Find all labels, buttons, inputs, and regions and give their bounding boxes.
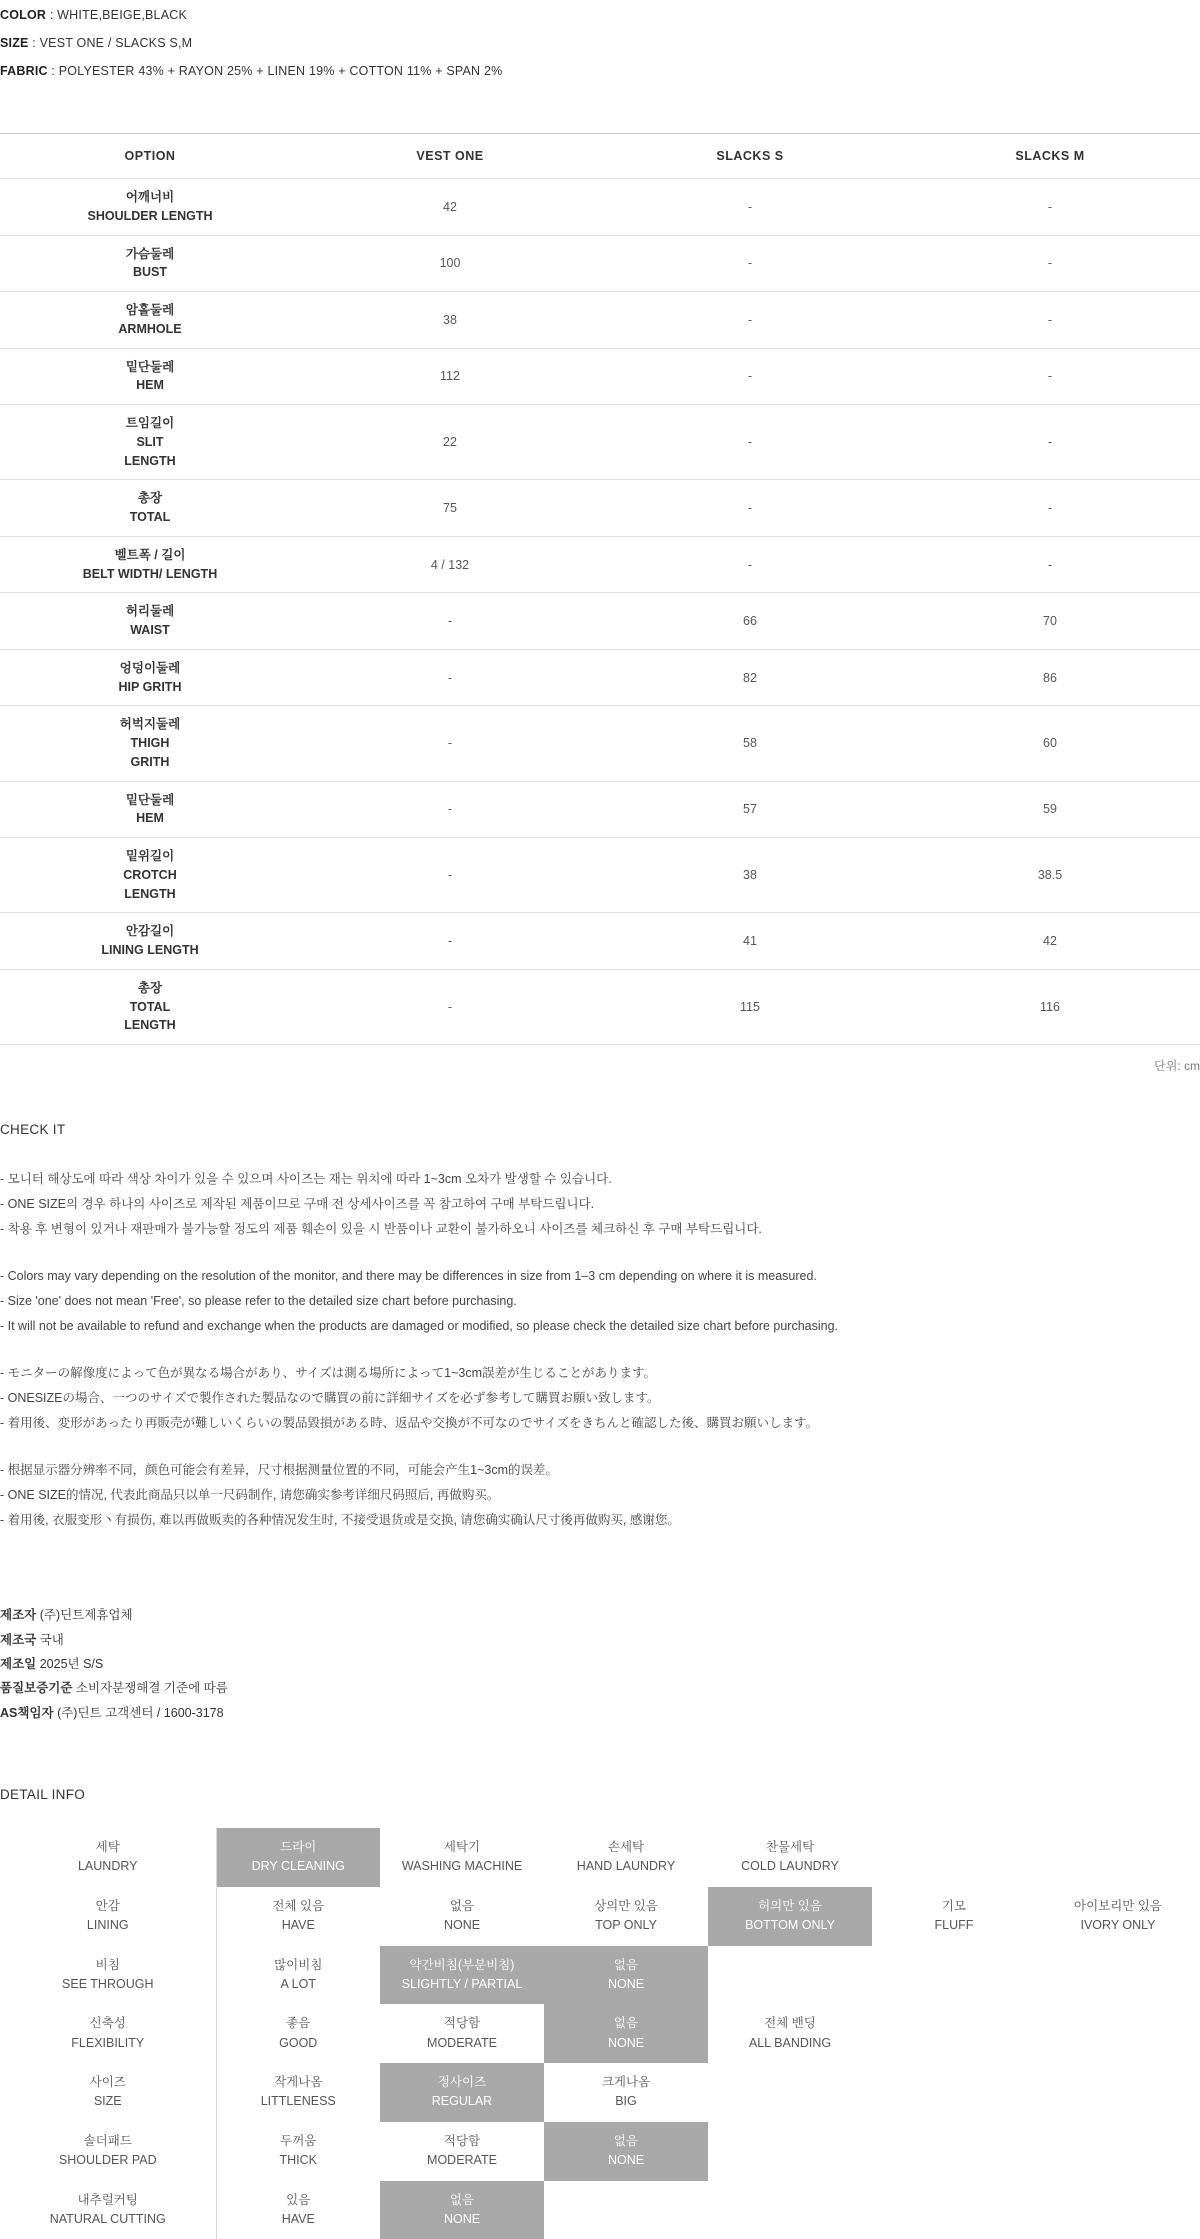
detail-info-cell[interactable] [544,2063,708,2122]
size-table-row [0,706,1200,781]
detail-info-cell-empty [708,2181,872,2239]
detail-cell-ko: 전체 있음 [219,1897,379,1916]
size-table-col-header: VEST ONE [300,134,600,179]
detail-info-row-label [0,1946,216,2005]
size-row-label [0,706,300,781]
detail-cell-en: IVORY ONLY [1038,1916,1198,1935]
detail-info-cell[interactable] [380,2122,544,2181]
detail-cell-en: NONE [546,2151,706,2170]
detail-cell-ko: 기모 [874,1897,1034,1916]
maker-info-value: (주)딘트 고객센터 / 1600-3178 [54,1706,224,1720]
size-table-cell: - [900,536,1200,593]
detail-info-cell-empty [1036,2122,1200,2181]
size-table-cell: 75 [300,480,600,537]
detail-info-row [0,2063,1200,2122]
check-it-title: CHECK IT [0,1122,1200,1137]
size-row-label-ko: 밑단둘레 [4,358,296,377]
size-row-label [0,405,300,480]
size-row-label-en: ARMHOLE [4,320,296,339]
detail-cell-en: BOTTOM ONLY [710,1916,870,1935]
detail-cell-en: WASHING MACHINE [382,1857,542,1876]
size-table-col-header: SLACKS S [600,134,900,179]
size-table-col-header: SLACKS M [900,134,1200,179]
size-row-label-ko: 안감길이 [4,922,296,941]
detail-info-row [0,2122,1200,2181]
detail-info-row [0,2004,1200,2063]
detail-info-row [0,1828,1200,1887]
detail-cell-ko: 없음 [546,2014,706,2033]
size-row-label-en: WAIST [4,621,296,640]
size-row-label-en: TOTAL [4,998,296,1017]
size-row-label [0,179,300,236]
detail-label-ko: 신축성 [2,2014,214,2033]
detail-info-row-label [0,1828,216,1887]
detail-cell-ko: 허의만 있음 [710,1897,870,1916]
spec-color-value: : WHITE,BEIGE,BLACK [50,8,187,22]
check-it-notes [0,1167,1200,1533]
detail-info-cell-empty [872,2181,1036,2239]
detail-cell-en: COLD LAUNDRY [710,1857,870,1876]
size-row-label-en: HEM [4,376,296,395]
detail-label-en: SHOULDER PAD [2,2151,214,2170]
detail-info-cell-empty [1036,2063,1200,2122]
size-table-cell: 86 [900,649,1200,706]
detail-info-cell[interactable] [544,1828,708,1887]
detail-info-cell[interactable] [216,2122,380,2181]
detail-label-ko: 내추럴커팅 [2,2191,214,2210]
size-table-body [0,179,1200,1045]
size-table-cell: - [900,480,1200,537]
size-row-label [0,480,300,537]
size-table-row [0,838,1200,913]
size-row-label-ko: 허벅지둘레 [4,715,296,734]
maker-info-line [0,1652,1200,1676]
detail-info-table [0,1828,1200,2239]
size-table-head [0,134,1200,179]
note-group [0,1361,1200,1436]
detail-info-row [0,1887,1200,1946]
detail-info-title: DETAIL INFO [0,1787,1200,1802]
detail-info-cell[interactable] [216,2063,380,2122]
detail-cell-ko: 좋음 [219,2014,379,2033]
size-table-cell: 70 [900,593,1200,650]
note-group [0,1264,1200,1339]
spec-fabric-value: : POLYESTER 43% + RAYON 25% + LINEN 19% + COTTON 11% + SPAN 2% [51,64,502,78]
size-row-label-en: LENGTH [4,1016,296,1035]
size-table-cell: 42 [900,913,1200,970]
detail-info-cell-empty [1036,2004,1200,2063]
detail-info-cell[interactable] [216,2004,380,2063]
maker-info-key: 품질보증기준 [0,1681,72,1695]
note-line: - ONE SIZE的情况, 代表此商品只以单一尺码制作, 请您确实参考详细尺码照后, 再做购买。 [0,1483,1200,1508]
detail-label-en: SEE THROUGH [2,1975,214,1994]
size-row-label [0,838,300,913]
detail-cell-en: FLUFF [874,1916,1034,1935]
size-table-row [0,536,1200,593]
maker-info-key: 제조자 [0,1608,36,1622]
detail-info-cell-empty [1036,2181,1200,2239]
detail-info-row-label [0,1887,216,1946]
size-table-cell: 38 [600,838,900,913]
size-table-cell: - [900,405,1200,480]
size-table-row [0,348,1200,405]
detail-label-en: FLEXIBILITY [2,2034,214,2053]
detail-info-row-label [0,2004,216,2063]
detail-info-row [0,1946,1200,2005]
detail-cell-ko: 작게나옴 [219,2073,379,2092]
size-row-label [0,292,300,349]
size-row-label-ko: 가슴둘레 [4,245,296,264]
detail-cell-ko: 약간비침(부분비침) [382,1956,542,1975]
detail-label-ko: 세탁 [2,1838,214,1857]
detail-info-section [0,1787,1200,2239]
size-table-cell: 41 [600,913,900,970]
size-table-row [0,593,1200,650]
detail-info-row [0,2181,1200,2239]
size-row-label [0,969,300,1044]
size-row-label-en: TOTAL [4,508,296,527]
detail-cell-ko: 전체 밴딩 [710,2014,870,2033]
detail-cell-en: NONE [382,2210,542,2229]
size-table-cell: 116 [900,969,1200,1044]
detail-cell-en: BIG [546,2092,706,2111]
note-line: - 根据显示器分辨率不同，颜色可能会有差异，尺寸根据测量位置的不同，可能会产生1~3cm的误差。 [0,1458,1200,1483]
maker-info-key: AS책임자 [0,1706,54,1720]
detail-cell-en: HAVE [219,1916,379,1935]
detail-info-cell[interactable] [872,1887,1036,1946]
detail-info-cell[interactable] [216,2181,380,2239]
size-row-label [0,348,300,405]
size-table-cell: - [300,706,600,781]
maker-info-value: 2025년 S/S [36,1657,103,1671]
note-line: - 모니터 해상도에 따라 색상 차이가 있을 수 있으며 사이즈는 재는 위치에 따라 1~3cm 오차가 발생할 수 있습니다. [0,1167,1200,1192]
detail-label-ko: 안감 [2,1897,214,1916]
detail-info-row-label [0,2122,216,2181]
detail-cell-en: TOP ONLY [546,1916,706,1935]
detail-cell-ko: 없음 [382,2191,542,2210]
detail-info-cell-selected[interactable] [380,2181,544,2239]
size-chart [0,133,1200,1074]
detail-info-cell-selected[interactable] [544,1946,708,2005]
detail-cell-ko: 많이비침 [219,1956,379,1975]
detail-info-cell[interactable] [380,2004,544,2063]
detail-cell-ko: 있음 [219,2191,379,2210]
size-table-col-header: OPTION [0,134,300,179]
note-line: - Colors may vary depending on the resolution of the monitor, and there may be differences in size from 1–3 cm depending on where it is measured. [0,1264,1200,1289]
detail-cell-en: MODERATE [382,2034,542,2053]
detail-cell-en: HAVE [219,2210,379,2229]
detail-cell-ko: 크게나옴 [546,2073,706,2092]
maker-info-key: 제조국 [0,1633,36,1647]
note-line: - 착용 후 변형이 있거나 재판매가 불가능할 정도의 제품 훼손이 있을 시 반품이나 교환이 불가하오니 사이즈를 체크하신 후 구매 부탁드립니다. [0,1217,1200,1242]
size-row-label-en: GRITH [4,753,296,772]
size-row-label [0,913,300,970]
size-table-cell: - [300,781,600,838]
detail-info-cell[interactable] [708,2004,872,2063]
detail-info-cell-empty [872,2004,1036,2063]
size-table-cell: 58 [600,706,900,781]
size-table-cell: - [900,179,1200,236]
detail-cell-ko: 적당함 [382,2014,542,2033]
detail-info-cell-selected[interactable] [380,1946,544,2005]
note-line: - ONE SIZE의 경우 하나의 사이즈로 제작된 제품이므로 구매 전 상세사이즈를 꼭 참고하여 구매 부탁드립니다. [0,1192,1200,1217]
size-row-label [0,781,300,838]
detail-cell-en: ALL BANDING [710,2034,870,2053]
size-table-cell: 115 [600,969,900,1044]
detail-info-cell[interactable] [544,1887,708,1946]
detail-info-cell-empty [872,2063,1036,2122]
detail-info-cell-selected[interactable] [380,2063,544,2122]
size-table-row [0,235,1200,292]
size-table-cell: - [900,348,1200,405]
maker-info-key: 제조일 [0,1657,36,1671]
detail-cell-en: THICK [219,2151,379,2170]
detail-info-cell-empty [872,1946,1036,2005]
size-table-cell: - [300,593,600,650]
size-row-label [0,536,300,593]
detail-label-ko: 솔더패드 [2,2132,214,2151]
detail-cell-en: REGULAR [382,2092,542,2111]
detail-cell-ko: 찬물세탁 [710,1838,870,1857]
spec-fabric-key: FABRIC [0,64,48,78]
size-table-cell: 22 [300,405,600,480]
size-table-cell: - [300,649,600,706]
maker-info-value: (주)딘트제휴업체 [36,1608,132,1622]
detail-label-en: SIZE [2,2092,214,2111]
detail-info-cell-empty [708,2122,872,2181]
detail-info-row-label [0,2063,216,2122]
size-row-label-ko: 엉덩이둘레 [4,659,296,678]
detail-info-cell-empty [872,1828,1036,1887]
size-table-cell: - [600,405,900,480]
spec-fabric-line [0,64,1200,78]
size-row-label [0,593,300,650]
size-row-label-en: BUST [4,263,296,282]
detail-info-cell-empty [1036,1828,1200,1887]
maker-info-line [0,1676,1200,1700]
detail-info-cell-empty [1036,1946,1200,2005]
detail-cell-ko: 아이보리만 있음 [1038,1897,1198,1916]
size-table-cell: 42 [300,179,600,236]
note-line: - 着用後, 衣服变形丶有损伤, 难以再做贩卖的各种情况发生时, 不接受退货或是交换, 请您确实确认尺寸後再做购买, 感谢您。 [0,1508,1200,1533]
detail-info-cell-selected[interactable] [708,1887,872,1946]
size-table-cell: 4 / 132 [300,536,600,593]
detail-info-cell[interactable] [1036,1887,1200,1946]
detail-info-cell-empty [544,2181,708,2239]
note-line: - 着用後、変形があったり再販売が難しいくらいの製品毀損がある時、返品や交換が不可なのでサイズをきちんと確認した後、購買お願いします。 [0,1411,1200,1436]
size-row-label-ko: 총장 [4,979,296,998]
size-table-row [0,405,1200,480]
size-row-label-en: THIGH [4,734,296,753]
detail-cell-en: HAND LAUNDRY [546,1857,706,1876]
note-group [0,1458,1200,1533]
spec-size-key: SIZE [0,36,29,50]
detail-info-row-label [0,2181,216,2239]
detail-cell-en: A LOT [219,1975,379,1994]
detail-info-cell-empty [708,2063,872,2122]
size-row-label-en: BELT WIDTH/ LENGTH [4,565,296,584]
size-table [0,133,1200,1045]
size-table-cell: - [300,969,600,1044]
size-table-cell: - [300,913,600,970]
size-row-label-ko: 벨트폭 / 길이 [4,546,296,565]
size-table-cell: 100 [300,235,600,292]
detail-info-cell[interactable] [380,1887,544,1946]
detail-info-cell-selected[interactable] [216,1828,380,1887]
size-table-cell: - [300,838,600,913]
detail-label-ko: 사이즈 [2,2073,214,2092]
detail-info-cell-empty [872,2122,1036,2181]
size-table-row [0,480,1200,537]
maker-info [0,1603,1200,1725]
spec-size-line [0,36,1200,50]
maker-info-value: 국내 [36,1633,64,1647]
size-row-label-ko: 밑단둘레 [4,791,296,810]
size-table-cell: - [600,536,900,593]
detail-cell-en: MODERATE [382,2151,542,2170]
detail-cell-ko: 드라이 [219,1838,379,1857]
detail-cell-ko: 없음 [382,1897,542,1916]
detail-cell-ko: 상의만 있음 [546,1897,706,1916]
size-table-cell: - [600,480,900,537]
size-table-cell: - [900,292,1200,349]
detail-cell-en: NONE [546,1975,706,1994]
size-row-label-en: SHOULDER LENGTH [4,207,296,226]
detail-cell-ko: 손세탁 [546,1838,706,1857]
spec-color-line [0,8,1200,22]
size-row-label-en: LENGTH [4,885,296,904]
detail-info-cell[interactable] [708,1828,872,1887]
size-row-label [0,235,300,292]
detail-info-cell-selected[interactable] [544,2004,708,2063]
size-table-cell: - [600,179,900,236]
size-row-label-ko: 어깨너비 [4,188,296,207]
maker-info-line [0,1603,1200,1627]
detail-cell-en: GOOD [219,2034,379,2053]
detail-cell-ko: 세탁기 [382,1838,542,1857]
spec-color-key: COLOR [0,8,46,22]
detail-label-en: LINING [2,1916,214,1935]
detail-cell-ko: 적당함 [382,2132,542,2151]
size-row-label-en: CROTCH [4,866,296,885]
note-line: - It will not be available to refund and exchange when the products are damaged or modified, so please check the detailed size chart before purchasing. [0,1314,1200,1339]
check-it-section [0,1122,1200,1533]
detail-cell-en: LITTLENESS [219,2092,379,2111]
size-table-row [0,179,1200,236]
maker-info-line [0,1628,1200,1652]
size-table-cell: - [900,235,1200,292]
size-table-cell: 57 [600,781,900,838]
detail-info-cell-empty [708,1946,872,2005]
size-table-cell: - [600,292,900,349]
size-table-cell: - [600,348,900,405]
detail-cell-en: DRY CLEANING [219,1857,379,1876]
size-table-cell: 38 [300,292,600,349]
detail-cell-en: SLIGHTLY / PARTIAL [382,1975,542,1994]
spec-size-value: : VEST ONE / SLACKS S,M [32,36,192,50]
size-row-label-ko: 허리둘레 [4,602,296,621]
note-line: - Size 'one' does not mean 'Free', so please refer to the detailed size chart before purchasing. [0,1289,1200,1314]
size-table-cell: 60 [900,706,1200,781]
detail-cell-en: NONE [382,1916,542,1935]
detail-info-cell[interactable] [380,1828,544,1887]
detail-cell-ko: 정사이즈 [382,2073,542,2092]
size-row-label-ko: 밑위길이 [4,847,296,866]
size-table-row [0,781,1200,838]
spec-summary [0,0,1200,78]
size-table-row [0,969,1200,1044]
size-row-label-en: HIP GRITH [4,678,296,697]
size-row-label-en: LENGTH [4,452,296,471]
detail-cell-en: NONE [546,2034,706,2053]
note-line: - ONESIZEの場合、一つのサイズで製作された製品なので購買の前に詳細サイズを必ず参考して購買お願い致します。 [0,1386,1200,1411]
size-row-label-en: HEM [4,809,296,828]
size-table-cell: 38.5 [900,838,1200,913]
detail-cell-ko: 두꺼움 [219,2132,379,2151]
size-unit-note: 단위: cm [0,1045,1200,1074]
size-table-cell: 66 [600,593,900,650]
size-row-label-en: LINING LENGTH [4,941,296,960]
detail-info-cell[interactable] [216,1946,380,2005]
note-line: - モニターの解像度によって色が異なる場合があり、サイズは測る場所によって1~3cm誤差が生じることがあります。 [0,1361,1200,1386]
detail-cell-ko: 없음 [546,1956,706,1975]
maker-info-value: 소비자분쟁해결 기준에 따름 [72,1681,227,1695]
size-row-label-ko: 총장 [4,489,296,508]
size-table-row [0,913,1200,970]
detail-label-en: LAUNDRY [2,1857,214,1876]
detail-info-body [0,1828,1200,2239]
size-table-cell: - [600,235,900,292]
size-table-cell: 112 [300,348,600,405]
size-table-row [0,292,1200,349]
size-row-label-ko: 트임길이 [4,414,296,433]
detail-info-cell-selected[interactable] [544,2122,708,2181]
size-table-row [0,649,1200,706]
note-group [0,1167,1200,1242]
size-table-cell: 59 [900,781,1200,838]
size-row-label-en: SLIT [4,433,296,452]
size-table-header-row [0,134,1200,179]
size-row-label [0,649,300,706]
size-table-cell: 82 [600,649,900,706]
size-row-label-ko: 암홀둘레 [4,301,296,320]
detail-cell-ko: 없음 [546,2132,706,2151]
detail-info-cell[interactable] [216,1887,380,1946]
detail-label-en: NATURAL CUTTING [2,2210,214,2229]
detail-label-ko: 비침 [2,1956,214,1975]
maker-info-line [0,1701,1200,1725]
